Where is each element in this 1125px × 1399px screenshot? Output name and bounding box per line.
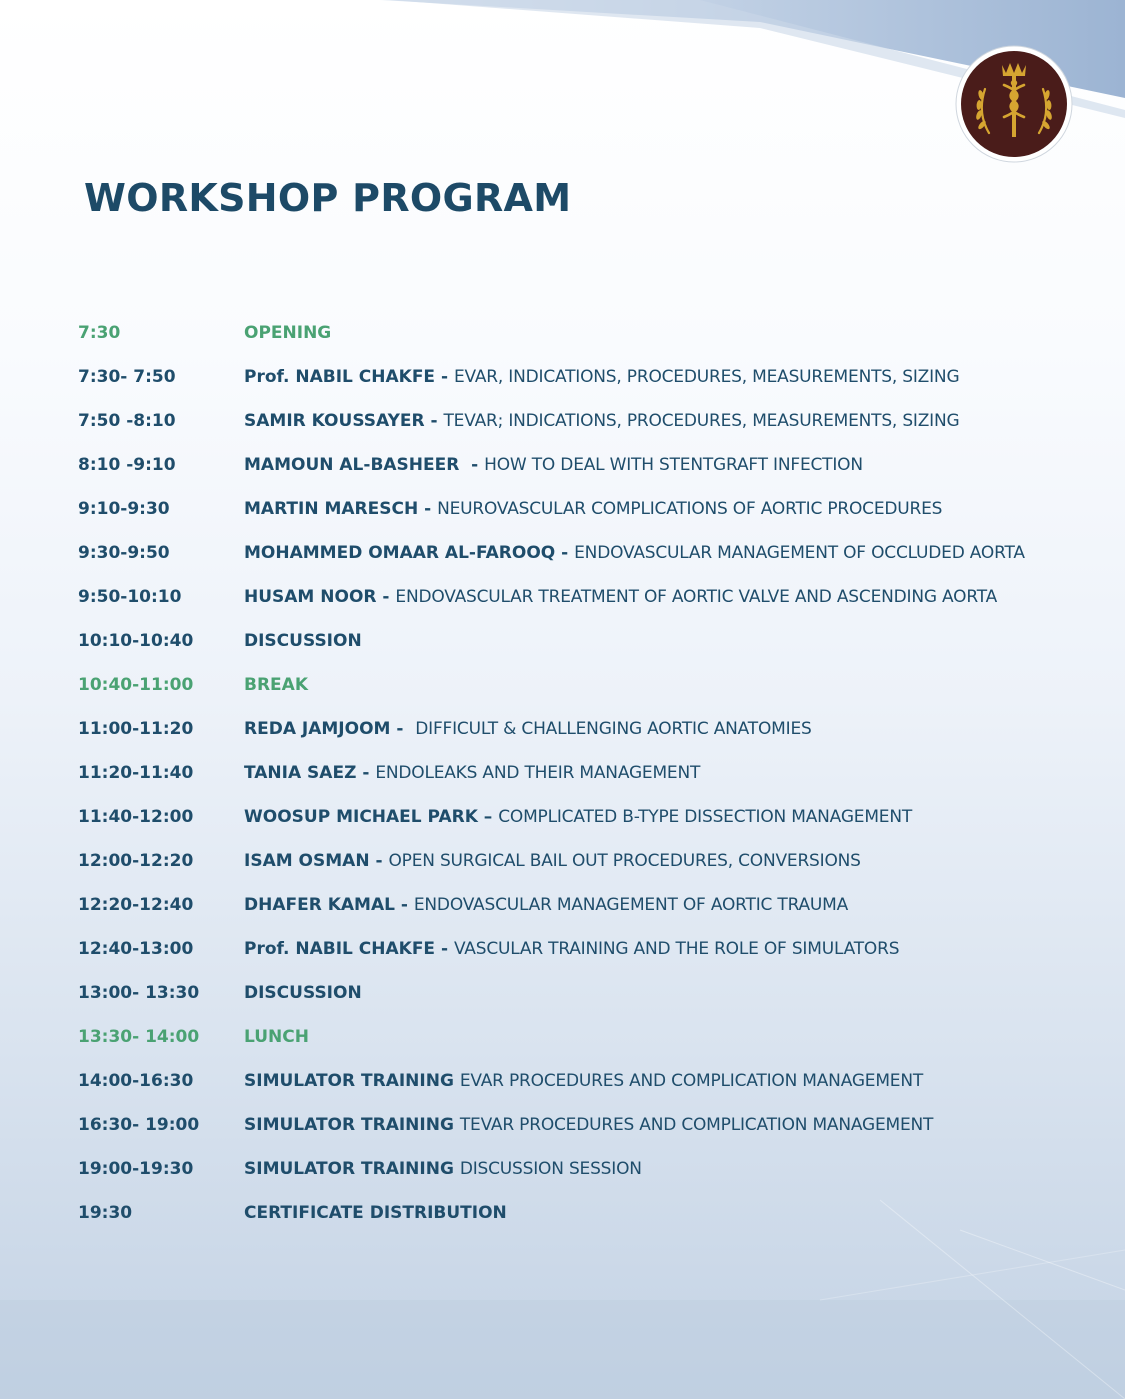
schedule-speaker: SAMIR KOUSSAYER xyxy=(244,411,425,431)
program-schedule xyxy=(78,311,1118,1235)
schedule-row xyxy=(78,487,1118,531)
schedule-speaker: BREAK xyxy=(244,675,308,695)
schedule-description: HOW TO DEAL WITH STENTGRAFT INFECTION xyxy=(484,455,863,475)
schedule-row xyxy=(78,751,1118,795)
schedule-speaker: HUSAM NOOR xyxy=(244,587,377,607)
schedule-event xyxy=(244,323,331,343)
schedule-event xyxy=(244,939,899,959)
schedule-description: DISCUSSION SESSION xyxy=(459,1159,642,1179)
schedule-speaker: ISAM OSMAN xyxy=(244,851,370,871)
schedule-speaker: DISCUSSION xyxy=(244,631,362,651)
schedule-separator: - xyxy=(424,411,444,431)
schedule-description: TEVAR PROCEDURES AND COMPLICATION MANAGEMENT xyxy=(459,1115,934,1135)
schedule-row xyxy=(78,1191,1118,1235)
schedule-separator: - xyxy=(555,543,575,563)
schedule-event xyxy=(244,983,362,1003)
schedule-event xyxy=(244,1027,309,1047)
schedule-time: 13:30- 14:00 xyxy=(78,1027,200,1047)
schedule-time: 9:50-10:10 xyxy=(78,587,182,607)
schedule-event xyxy=(244,455,863,475)
schedule-separator: - xyxy=(394,895,414,915)
schedule-speaker: DISCUSSION xyxy=(244,983,362,1003)
schedule-time: 11:40-12:00 xyxy=(78,807,194,827)
schedule-separator: - xyxy=(369,851,389,871)
schedule-row xyxy=(78,971,1118,1015)
schedule-event xyxy=(244,1159,642,1179)
schedule-speaker: SIMULATOR TRAINING xyxy=(244,1071,454,1091)
schedule-speaker: DHAFER KAMAL xyxy=(244,895,395,915)
schedule-speaker: MOHAMMED OMAAR AL-FAROOQ xyxy=(244,543,556,563)
schedule-separator: – xyxy=(477,807,499,827)
schedule-separator: - xyxy=(459,455,485,475)
schedule-row xyxy=(78,355,1118,399)
schedule-description: TEVAR; INDICATIONS, PROCEDURES, MEASUREMENTS, SIZING xyxy=(443,411,960,431)
schedule-row xyxy=(78,619,1118,663)
schedule-time: 9:30-9:50 xyxy=(78,543,170,563)
schedule-description: ENDOVASCULAR TREATMENT OF AORTIC VALVE AND ASCENDING AORTA xyxy=(395,587,998,607)
schedule-event xyxy=(244,675,308,695)
schedule-description: ENDOVASCULAR MANAGEMENT OF OCCLUDED AORTA xyxy=(574,543,1025,563)
schedule-speaker: SIMULATOR TRAINING xyxy=(244,1115,454,1135)
schedule-speaker: REDA JAMJOOM xyxy=(244,719,391,739)
schedule-speaker: CERTIFICATE DISTRIBUTION xyxy=(244,1203,507,1223)
schedule-event xyxy=(244,719,812,739)
schedule-time: 12:40-13:00 xyxy=(78,939,194,959)
schedule-row xyxy=(78,399,1118,443)
schedule-event xyxy=(244,763,700,783)
schedule-speaker: Prof. NABIL CHAKFE xyxy=(244,939,436,959)
schedule-time: 10:40-11:00 xyxy=(78,675,194,695)
schedule-row xyxy=(78,1147,1118,1191)
schedule-separator: - xyxy=(390,719,416,739)
schedule-row xyxy=(78,575,1118,619)
schedule-separator: - xyxy=(435,367,454,387)
schedule-speaker: MAMOUN AL-BASHEER xyxy=(244,455,460,475)
schedule-description: NEUROVASCULAR COMPLICATIONS OF AORTIC PROCEDURES xyxy=(437,499,943,519)
schedule-time: 11:00-11:20 xyxy=(78,719,194,739)
schedule-description: ENDOVASCULAR MANAGEMENT OF AORTIC TRAUMA xyxy=(413,895,849,915)
schedule-time: 14:00-16:30 xyxy=(78,1071,194,1091)
page-title: WORKSHOP PROGRAM xyxy=(84,176,572,220)
schedule-row xyxy=(78,927,1118,971)
schedule-time: 12:20-12:40 xyxy=(78,895,194,915)
schedule-event xyxy=(244,411,959,431)
schedule-time: 7:30- 7:50 xyxy=(78,367,176,387)
schedule-separator: - xyxy=(376,587,396,607)
schedule-event xyxy=(244,499,942,519)
schedule-time: 9:10-9:30 xyxy=(78,499,170,519)
schedule-event xyxy=(244,1203,507,1223)
schedule-separator: - xyxy=(435,939,454,959)
schedule-time: 11:20-11:40 xyxy=(78,763,194,783)
schedule-speaker: MARTIN MARESCH xyxy=(244,499,419,519)
schedule-row xyxy=(78,531,1118,575)
schedule-event xyxy=(244,895,848,915)
schedule-row xyxy=(78,443,1118,487)
schedule-time: 10:10-10:40 xyxy=(78,631,194,651)
schedule-event xyxy=(244,851,861,871)
schedule-time: 19:30 xyxy=(78,1203,133,1223)
schedule-description: VASCULAR TRAINING AND THE ROLE OF SIMULATORS xyxy=(453,939,900,959)
schedule-separator: - xyxy=(356,763,376,783)
schedule-event xyxy=(244,587,997,607)
schedule-speaker: LUNCH xyxy=(244,1027,309,1047)
schedule-row xyxy=(78,883,1118,927)
schedule-row xyxy=(78,795,1118,839)
schedule-time: 19:00-19:30 xyxy=(78,1159,194,1179)
schedule-time: 12:00-12:20 xyxy=(78,851,194,871)
schedule-row xyxy=(78,311,1118,355)
schedule-event xyxy=(244,543,1025,563)
schedule-speaker: SIMULATOR TRAINING xyxy=(244,1159,454,1179)
schedule-event xyxy=(244,1115,933,1135)
schedule-time: 13:00- 13:30 xyxy=(78,983,200,1003)
schedule-speaker: Prof. NABIL CHAKFE xyxy=(244,367,436,387)
schedule-description: EVAR PROCEDURES AND COMPLICATION MANAGEMENT xyxy=(459,1071,924,1091)
schedule-row xyxy=(78,707,1118,751)
schedule-event xyxy=(244,631,362,651)
schedule-row xyxy=(78,1103,1118,1147)
schedule-event xyxy=(244,807,912,827)
schedule-row xyxy=(78,1015,1118,1059)
schedule-description: COMPLICATED B-TYPE DISSECTION MANAGEMENT xyxy=(498,807,913,827)
schedule-separator: - xyxy=(418,499,438,519)
schedule-time: 16:30- 19:00 xyxy=(78,1115,200,1135)
schedule-description: ENDOLEAKS AND THEIR MANAGEMENT xyxy=(375,763,701,783)
schedule-event xyxy=(244,367,959,387)
schedule-description: EVAR, INDICATIONS, PROCEDURES, MEASUREMENTS, SIZING xyxy=(453,367,960,387)
caduceus-emblem-icon xyxy=(955,45,1073,163)
schedule-time: 8:10 -9:10 xyxy=(78,455,176,475)
schedule-row xyxy=(78,663,1118,707)
schedule-time: 7:50 -8:10 xyxy=(78,411,176,431)
schedule-row xyxy=(78,839,1118,883)
schedule-event xyxy=(244,1071,923,1091)
schedule-row xyxy=(78,1059,1118,1103)
schedule-speaker: WOOSUP MICHAEL PARK xyxy=(244,807,478,827)
schedule-description: DIFFICULT & CHALLENGING AORTIC ANATOMIES xyxy=(415,719,812,739)
schedule-description: OPEN SURGICAL BAIL OUT PROCEDURES, CONVERSIONS xyxy=(388,851,861,871)
schedule-time: 7:30 xyxy=(78,323,121,343)
schedule-speaker: OPENING xyxy=(244,323,332,343)
schedule-speaker: TANIA SAEZ xyxy=(244,763,357,783)
